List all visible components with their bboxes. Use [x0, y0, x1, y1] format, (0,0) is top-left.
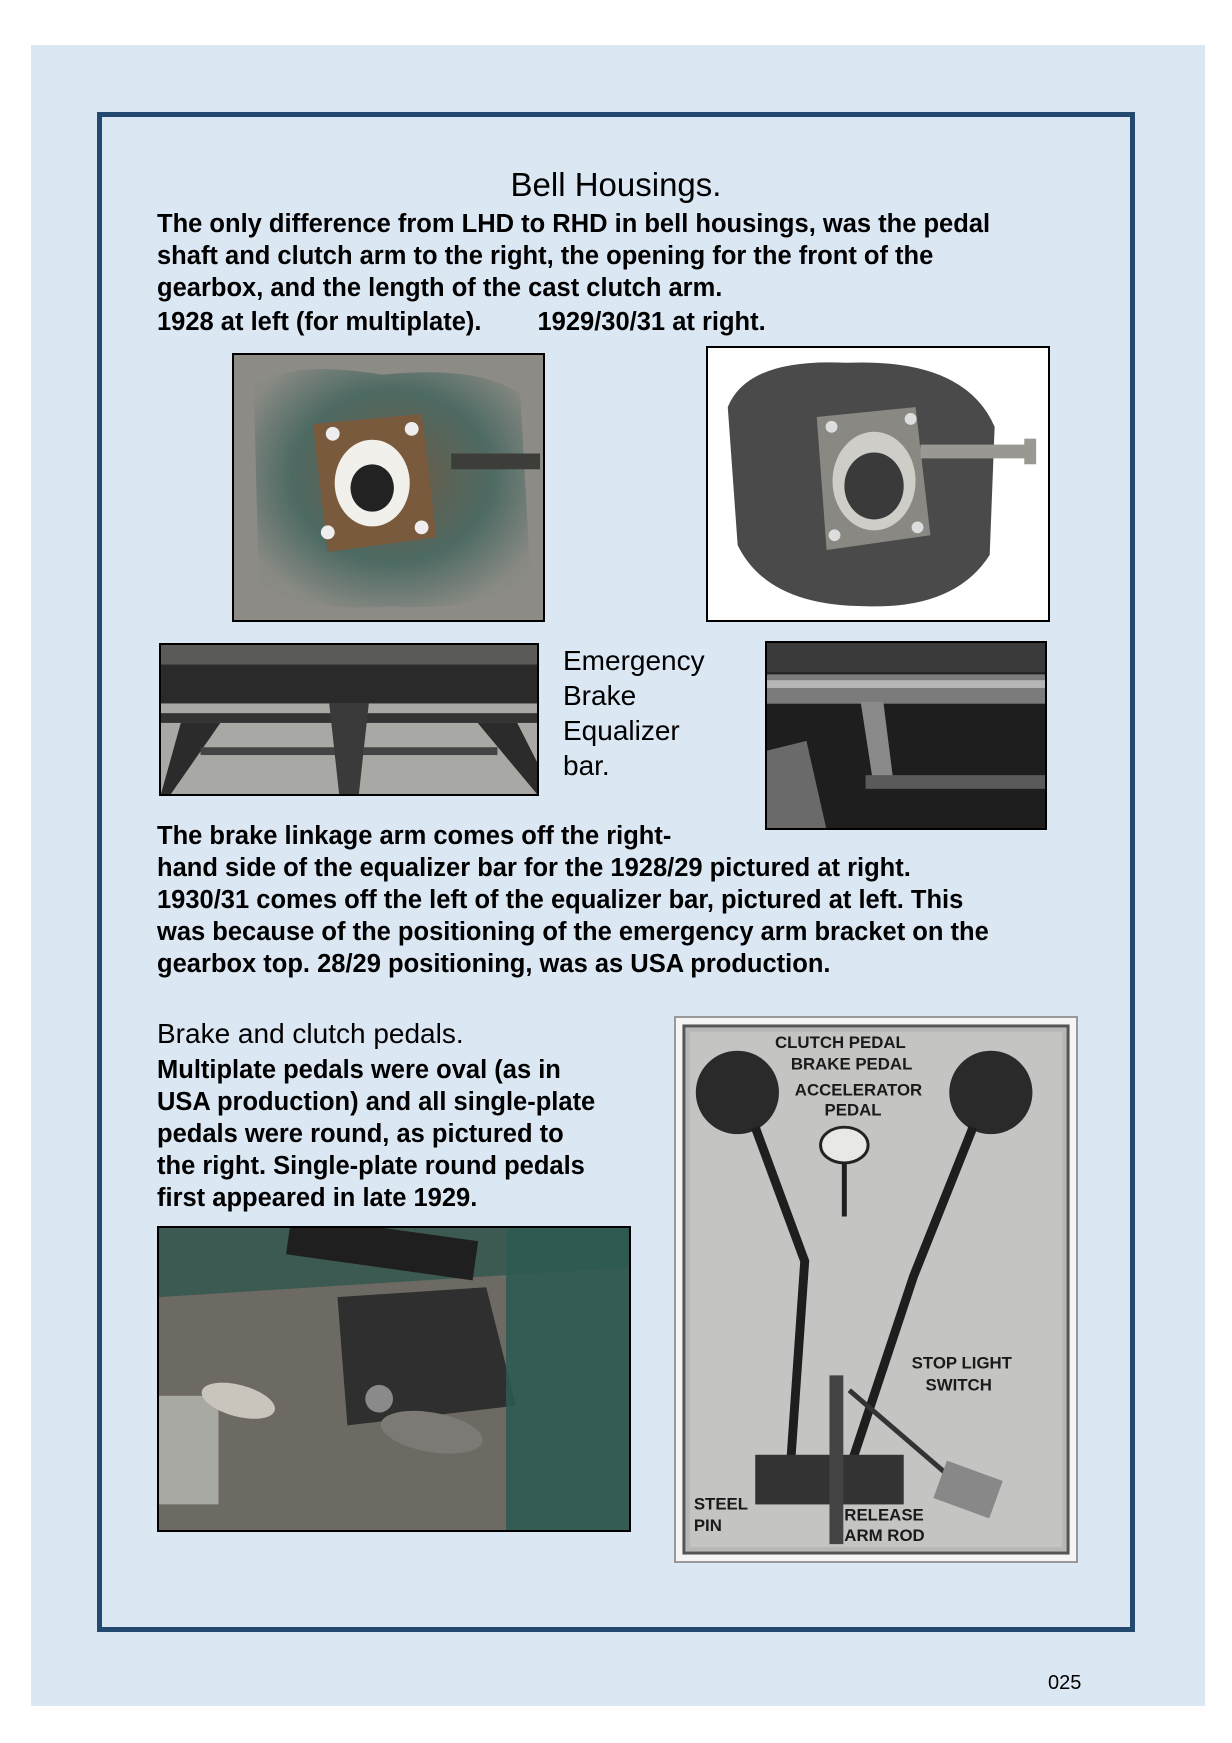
brake-line: The brake linkage arm comes off the right- — [157, 822, 672, 850]
label-release-arm-rod: ARM ROD — [844, 1526, 925, 1546]
equalizer-bar-1928-29-photo — [765, 641, 1047, 830]
page-title: Bell Housings. — [510, 166, 722, 203]
brake-line: 1930/31 comes off the left of the equalizer bar, pictured at left. This — [157, 886, 964, 914]
label-brake-pedal: BRAKE PEDAL — [790, 1054, 913, 1074]
label-accelerator: ACCELERATOR — [794, 1080, 923, 1100]
bell-housing-1929-31-photo — [706, 346, 1050, 622]
label-release: RELEASE — [844, 1505, 924, 1525]
pedals-line: the right. Single-plate round pedals — [157, 1152, 585, 1180]
equalizer-bar-1930-31-photo — [159, 643, 539, 796]
brake-line: gearbox top. 28/29 positioning, was as USA production. — [157, 950, 831, 978]
label-accelerator-pedal: PEDAL — [824, 1100, 882, 1120]
accelerator-pedal-pad — [821, 1127, 869, 1163]
page-number: 025 — [1048, 1672, 1082, 1694]
label-stoplight: STOP LIGHT — [911, 1353, 1012, 1373]
bell-housing-1928-photo — [232, 353, 545, 622]
pedal-linkage-diagram — [674, 1016, 1078, 1563]
label-steel: STEEL — [693, 1494, 749, 1514]
caption-line: Emergency — [563, 645, 705, 676]
pedals-line: first appeared in late 1929. — [157, 1184, 478, 1212]
brake-line: hand side of the equalizer bar for the 1928/29 pictured at right. — [157, 854, 911, 882]
year-caption-line — [157, 306, 1057, 338]
pedals-line: USA production) and all single-plate — [157, 1088, 596, 1116]
clutch-pedal-pad — [696, 1051, 779, 1134]
intro-line: shaft and clutch arm to the right, the opening for the front of the — [157, 242, 934, 270]
label-stoplight-switch: SWITCH — [925, 1375, 992, 1395]
caption-line: Equalizer — [563, 715, 680, 746]
pedals-photo — [157, 1226, 631, 1532]
intro-paragraph — [157, 208, 1097, 304]
emergency-brake-caption — [563, 643, 763, 783]
label-clutch-pedal: CLUTCH PEDAL — [775, 1032, 906, 1052]
brake-linkage-paragraph — [157, 820, 1097, 980]
pedals-line: pedals were round, as pictured to — [157, 1120, 564, 1148]
label-steel-pin: PIN — [693, 1516, 722, 1536]
caption-line: Brake — [563, 680, 637, 711]
intro-line: gearbox, and the length of the cast clutch arm. — [157, 274, 723, 302]
brake-line: was because of the positioning of the emergency arm bracket on the — [157, 918, 989, 946]
intro-line: The only difference from LHD to RHD in bell housings, was the pedal — [157, 210, 991, 238]
brake-pedal-pad — [949, 1051, 1032, 1134]
pedals-line: Multiplate pedals were oval (as in — [157, 1056, 561, 1084]
pedals-paragraph — [157, 1054, 677, 1214]
pedals-heading: Brake and clutch pedals. — [157, 1018, 464, 1049]
year-left-caption: 1928 at left (for multiplate). — [157, 308, 482, 336]
year-right-caption: 1929/30/31 at right. — [537, 308, 766, 336]
caption-line: bar. — [563, 750, 610, 781]
